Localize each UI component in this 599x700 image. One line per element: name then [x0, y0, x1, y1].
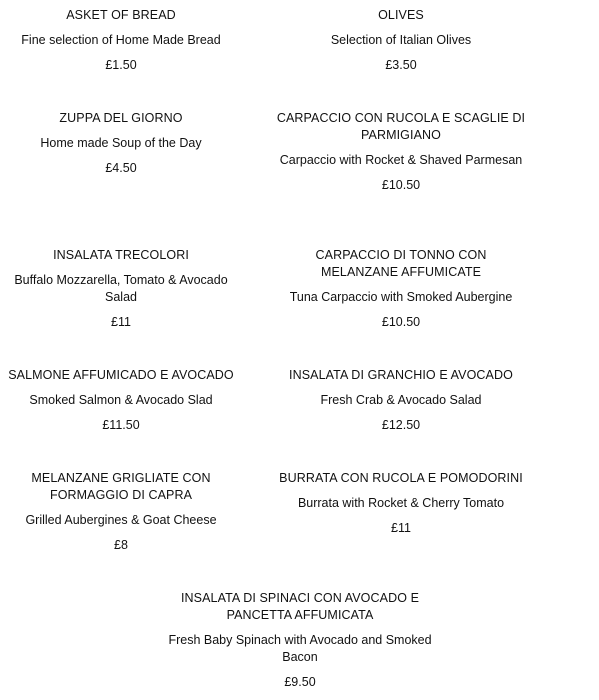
item-description: Tuna Carpaccio with Smoked Aubergine — [289, 290, 513, 304]
menu-item-burrata — [276, 470, 526, 537]
menu-item-carpaccio-con-rucola — [276, 110, 526, 194]
menu-item-olives — [276, 7, 526, 74]
item-price: £10.50 — [381, 178, 421, 192]
menu-item-insalata-di-granchio — [276, 367, 526, 434]
menu-item-zuppa-del-giorno — [0, 110, 242, 177]
item-price: £1.50 — [105, 58, 137, 72]
item-price: £8 — [114, 538, 128, 552]
item-name: OLIVES — [378, 8, 424, 22]
menu-item-asket-of-bread — [0, 7, 242, 74]
item-description: Smoked Salmon & Avocado Slad — [29, 393, 213, 407]
item-name: BURRATA CON RUCOLA E POMODORINI — [279, 471, 523, 485]
item-description: Home made Soup of the Day — [40, 136, 202, 150]
item-price: £11 — [391, 521, 411, 535]
item-description: Fresh Crab & Avocado Salad — [320, 393, 482, 407]
item-description: Grilled Aubergines & Goat Cheese — [25, 513, 217, 527]
item-price: £3.50 — [385, 58, 417, 72]
item-description: Carpaccio with Rocket & Shaved Parmesan — [279, 153, 523, 167]
item-description: Burrata with Rocket & Cherry Tomato — [297, 496, 505, 510]
item-name: SALMONE AFFUMICADO E AVOCADO — [8, 368, 234, 382]
item-price: £10.50 — [381, 315, 421, 329]
menu-item-carpaccio-di-tonno — [276, 247, 526, 331]
item-name: INSALATA DI SPINACI CON AVOCADO E PANCETTA AFFUMICATA — [180, 591, 420, 622]
item-description: Fine selection of Home Made Bread — [21, 33, 221, 47]
item-description: Fresh Baby Spinach with Avocado and Smoked Bacon — [168, 633, 432, 664]
item-price: £11 — [111, 315, 131, 329]
item-name: CARPACCIO DI TONNO CON MELANZANE AFFUMICATE — [315, 248, 487, 279]
item-name: INSALATA TRECOLORI — [53, 248, 189, 262]
item-price: £9.50 — [284, 675, 316, 689]
item-price: £11.50 — [102, 418, 140, 432]
item-price: £12.50 — [381, 418, 421, 432]
menu-item-salmone-affumicado — [0, 367, 242, 434]
item-name: INSALATA DI GRANCHIO E AVOCADO — [289, 368, 513, 382]
item-price: £4.50 — [105, 161, 137, 175]
item-name: MELANZANE GRIGLIATE CON FORMAGGIO DI CAPRA — [31, 471, 211, 502]
item-description: Buffalo Mozzarella, Tomato & Avocado Salad — [14, 273, 228, 304]
item-description: Selection of Italian Olives — [330, 33, 472, 47]
menu-item-melanzane-grigliate — [0, 470, 242, 554]
menu-item-insalata-trecolori — [0, 247, 242, 331]
item-name: ASKET OF BREAD — [66, 8, 176, 22]
menu-item-insalata-di-spinaci — [150, 590, 450, 691]
item-name: CARPACCIO CON RUCOLA E SCAGLIE DI PARMIGIANO — [276, 111, 526, 142]
item-name: ZUPPA DEL GIORNO — [59, 111, 183, 125]
